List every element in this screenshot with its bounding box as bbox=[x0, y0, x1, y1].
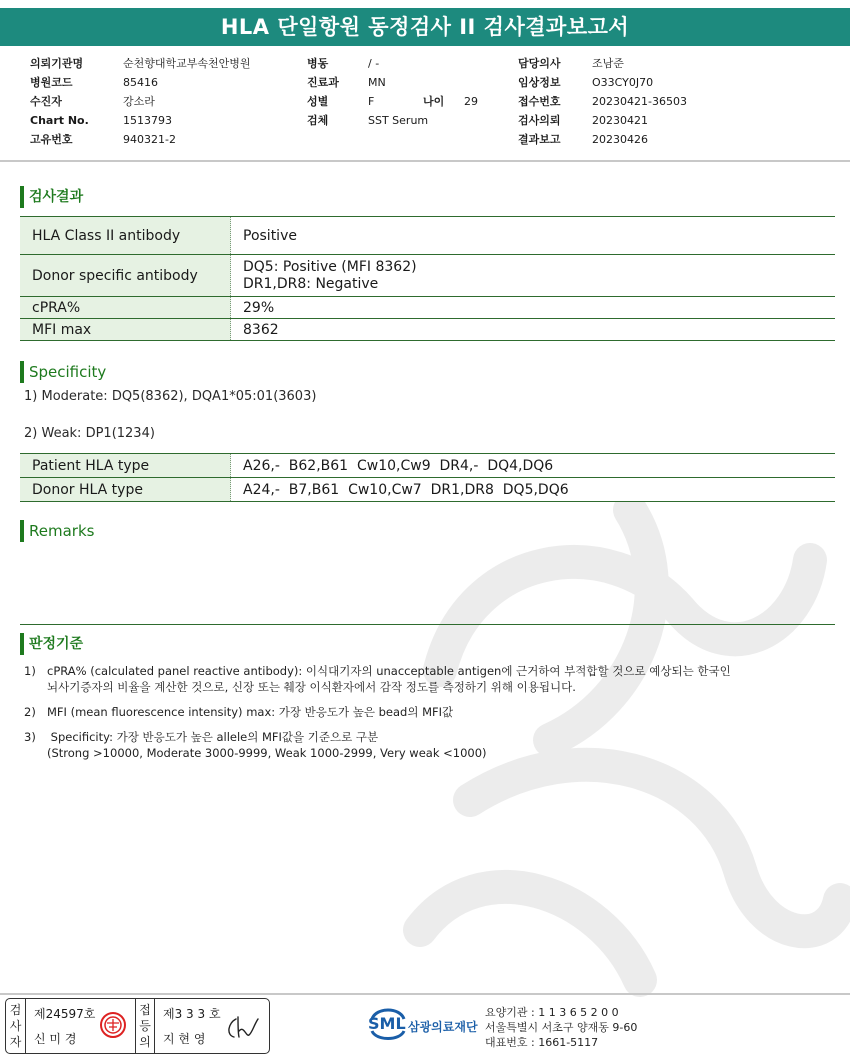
footer-divider bbox=[0, 993, 850, 995]
info-value: 20230426 bbox=[592, 133, 648, 146]
info-label: 임상정보 bbox=[518, 76, 561, 89]
criteria-item bbox=[24, 663, 824, 697]
criteria-text: 뇌사기증자의 비율을 계산한 것으로, 신장 또는 췌장 이식환자에서 감작 정도를 측정하기 위해 이용됩니다. bbox=[47, 680, 576, 694]
info-label: 검사의뢰 bbox=[518, 114, 561, 127]
specificity-heading: Specificity bbox=[20, 361, 106, 383]
tester-stamp bbox=[99, 1011, 127, 1039]
criteria-num: 2) bbox=[24, 705, 36, 719]
age-value: 29 bbox=[464, 95, 478, 108]
info-value: / - bbox=[368, 57, 380, 70]
physician-label: 접등의 bbox=[139, 1003, 151, 1049]
criteria-text: (Strong >10000, Moderate 3000-9999, Weak 1000-2999, Very weak <1000) bbox=[47, 746, 487, 760]
physician-name: 지 현 영 bbox=[163, 1032, 206, 1046]
org-name: 삼광의료재단 bbox=[408, 1020, 478, 1034]
info-value: 강소라 bbox=[123, 95, 155, 108]
physician-label-cell bbox=[135, 999, 155, 1053]
specificity-line-2: 2) Weak: DP1(1234) bbox=[24, 426, 155, 441]
result-value: Positive bbox=[231, 217, 836, 255]
table-row bbox=[20, 217, 835, 255]
criteria-num: 1) bbox=[24, 664, 36, 678]
result-value bbox=[231, 255, 836, 297]
result-key: Donor specific antibody bbox=[20, 255, 231, 297]
result-value: 8362 bbox=[231, 319, 836, 341]
info-value: 20230421 bbox=[592, 114, 648, 127]
info-label: 검체 bbox=[307, 114, 329, 127]
info-column-1 bbox=[30, 54, 280, 149]
info-value: 순천향대학교부속천안병원 bbox=[123, 57, 251, 70]
physician-signature bbox=[224, 1013, 260, 1043]
result-key: MFI max bbox=[20, 319, 231, 341]
table-row bbox=[20, 319, 835, 341]
address: 서울특별시 서초구 양재동 9-60 bbox=[485, 1021, 638, 1034]
info-label: 접수번호 bbox=[518, 95, 561, 108]
table-row bbox=[20, 297, 835, 319]
result-value: 29% bbox=[231, 297, 836, 319]
hla-key: Donor HLA type bbox=[20, 478, 231, 502]
header-divider bbox=[0, 160, 850, 162]
hla-value: A26,- B62,B61 Cw10,Cw9 DR4,- DQ4,DQ6 bbox=[231, 454, 836, 478]
sml-logo-text: SML bbox=[368, 1014, 406, 1033]
institution-code: 요양기관 : 1 1 3 6 5 2 0 0 bbox=[485, 1006, 619, 1019]
info-value: 조남준 bbox=[592, 57, 624, 70]
info-label: 병원코드 bbox=[30, 76, 73, 89]
hla-key: Patient HLA type bbox=[20, 454, 231, 478]
info-label: 결과보고 bbox=[518, 133, 561, 146]
dsa-line-1: DQ5: Positive (MFI 8362) bbox=[243, 258, 417, 275]
criteria-text: cPRA% (calculated panel reactive antibody): 이식대기자의 unacceptable antigen에 근거하여 부적합할 것으로 예상되는 한국인 bbox=[47, 664, 731, 678]
info-value: 85416 bbox=[123, 76, 158, 89]
phone-number: 대표번호 : 1661-5117 bbox=[485, 1036, 599, 1049]
criteria-num: 3) bbox=[24, 730, 36, 744]
table-row bbox=[20, 255, 835, 297]
info-value: F bbox=[368, 95, 375, 108]
table-row bbox=[20, 454, 835, 478]
criteria-item bbox=[24, 729, 824, 763]
tester-label: 검사자 bbox=[9, 1003, 22, 1049]
info-label: 담당의사 bbox=[518, 57, 561, 70]
info-label: 수진자 bbox=[30, 95, 62, 108]
signature-box bbox=[5, 998, 270, 1054]
info-value: SST Serum bbox=[368, 114, 429, 127]
info-column-3 bbox=[518, 54, 718, 149]
info-value: MN bbox=[368, 76, 386, 89]
tester-license-no: 제24597호 bbox=[34, 1007, 96, 1021]
criteria-heading: 판정기준 bbox=[20, 633, 83, 655]
info-value: 940321-2 bbox=[123, 133, 176, 146]
info-value: O33CY0J70 bbox=[592, 76, 654, 89]
dsa-line-2: DR1,DR8: Negative bbox=[243, 275, 379, 292]
physician-license-no: 제3 3 3 호 bbox=[163, 1007, 221, 1021]
remarks-heading: Remarks bbox=[20, 520, 94, 542]
criteria-divider bbox=[20, 624, 835, 625]
table-row bbox=[20, 478, 835, 502]
info-label: 고유번호 bbox=[30, 133, 73, 146]
age-label: 나이 bbox=[423, 95, 445, 108]
info-label: 성별 bbox=[307, 95, 329, 108]
info-column-2 bbox=[307, 54, 507, 130]
tester-name: 신 미 경 bbox=[34, 1032, 77, 1046]
result-key: cPRA% bbox=[20, 297, 231, 319]
criteria-text: Specificity: 가장 반응도가 높은 allele의 MFI값을 기준으로 구분 bbox=[47, 730, 379, 744]
info-value: 1513793 bbox=[123, 114, 172, 127]
info-label: 의뢰기관명 bbox=[30, 57, 84, 70]
hla-type-table bbox=[20, 453, 835, 502]
results-table bbox=[20, 216, 835, 341]
criteria-item bbox=[24, 704, 824, 722]
info-label: Chart No. bbox=[30, 114, 89, 127]
specificity-line-1: 1) Moderate: DQ5(8362), DQA1*05:01(3603) bbox=[24, 389, 317, 404]
report-title: HLA 단일항원 동정검사 II 검사결과보고서 bbox=[0, 8, 850, 46]
hla-value: A24,- B7,B61 Cw10,Cw7 DR1,DR8 DQ5,DQ6 bbox=[231, 478, 836, 502]
tester-label-cell bbox=[6, 999, 26, 1053]
info-label: 진료과 bbox=[307, 76, 339, 89]
result-key: HLA Class II antibody bbox=[20, 217, 231, 255]
criteria-text: MFI (mean fluorescence intensity) max: 가장 반응도가 높은 bead의 MFI값 bbox=[47, 705, 454, 719]
results-heading: 검사결과 bbox=[20, 186, 83, 208]
info-value: 20230421-36503 bbox=[592, 95, 687, 108]
info-label: 병동 bbox=[307, 57, 329, 70]
